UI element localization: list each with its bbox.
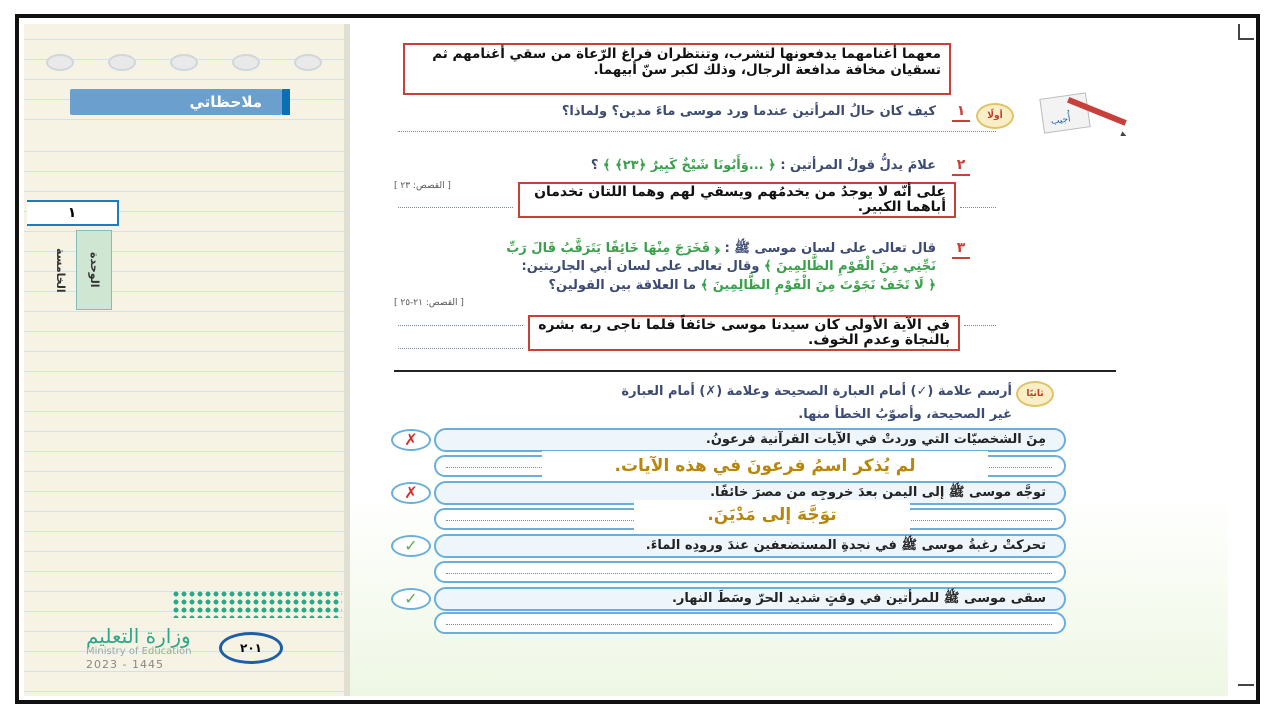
answer-line <box>398 347 523 349</box>
correction-line-3[interactable] <box>434 561 1066 583</box>
binder-hole <box>108 54 136 71</box>
answer-line <box>964 324 996 326</box>
question-3-middle: وقال تعالى على لسان أبي الجاريتين: <box>521 259 760 274</box>
statement-4: سقى موسى ﷺ للمرأتين في وقتٍ شديد الحرّ وسَطَ النهار. <box>434 587 1066 611</box>
question-2-lead: علامَ يدلُّ قولُ المرأتين : <box>780 158 936 173</box>
check-mark-icon[interactable]: ✓ <box>391 588 431 610</box>
correction-1: لم يُذكر اسمُ فرعونَ في هذه الآيات. <box>542 451 988 483</box>
question-3-number: ٣ <box>952 241 970 259</box>
question-3-lead: قال تعالى على لسان موسى ﷺ : <box>724 241 936 256</box>
answer-line <box>398 324 523 326</box>
section-two-instruction-2: غير الصحيحة، وأصوّبُ الخطأ منها. <box>798 407 1012 422</box>
question-1-text: كيف كان حالُ المرأتين عندما ورد موسى ماءَ مدين؟ ولماذا؟ <box>561 104 936 119</box>
question-3-line1 <box>396 240 936 259</box>
answer-line <box>960 206 996 208</box>
crop-mark <box>1238 38 1254 40</box>
question-3-quote-2: ﴿ لَا تَخَفْ نَجَوْتَ مِنَ الْقَوْمِ الظَّالِمِينَ ﴾ <box>700 278 936 293</box>
section-separator <box>394 370 1116 372</box>
svg-text:أُجيب: أُجيب <box>1050 114 1072 127</box>
section-two-instruction-1: أرسم علامة (✓) أمام العبارة الصحيحة وعلامة (✗) أمام العبارة <box>621 384 1012 399</box>
ministry-dots-icon <box>172 590 342 618</box>
page-number: ٢٠١ <box>219 632 283 664</box>
ministry-logo <box>86 590 346 680</box>
question-3-quote-1: ﴿ فَخَرَجَ مِنْهَا خَائِفًا يَتَرَقَّبُ قَالَ رَبِّ <box>506 241 721 256</box>
check-mark-icon[interactable]: ✓ <box>391 535 431 557</box>
crop-mark <box>1238 24 1240 40</box>
mark-wrong-icon[interactable]: ✗ <box>391 482 431 504</box>
question-3-answer: في الآية الأولى كان سيدنا موسى خائفاً فلما ناجى ربه بشره بالنجاة وعدم الخوف. <box>528 315 960 351</box>
mark-wrong-icon[interactable]: ✗ <box>391 429 431 451</box>
crop-mark <box>1238 684 1254 686</box>
ministry-year: 2023 - 1445 <box>86 658 164 671</box>
section-two-badge: ثانيًا <box>1016 381 1054 407</box>
binder-hole <box>46 54 74 71</box>
statement-2: توجَّه موسى ﷺ إلى اليمن بعدَ خروجِه من مصرَ خائفًا. <box>434 481 1066 505</box>
question-2-answer: على أنّه لا يوجدُ من يخدمُهم ويسقي لهم وهما اللتان تخدمان أباهما الكبير. <box>518 182 956 218</box>
question-2-text <box>396 158 936 173</box>
answer-line <box>398 206 513 208</box>
question-2-tail: ؟ <box>590 158 599 173</box>
top-answer-box: معهما أغنامهما يدفعونها لتشرب، وتنتظران فراغ الرّعاة من سقي أغنامهم ثم تسقيان مخافة مدافعة الرجال، وذلك لكبر سنّ أبيهما. <box>403 43 951 95</box>
question-2-reference: [ القصص: ٢٣ ] <box>394 181 451 191</box>
question-3-quote-1-end: نَجِّنِي مِنَ الْقَوْمِ الظَّالِمِينَ ﴾ <box>763 259 936 274</box>
question-2-quote: ﴿ ...وَأَبُونَا شَيْخٌ كَبِيرٌ ﴿٢٣﴾ ﴾ <box>602 158 776 173</box>
question-3-question: ما العلاقة بين القولين؟ <box>548 278 697 293</box>
binder-hole <box>170 54 198 71</box>
correction-line-4[interactable] <box>434 612 1066 634</box>
answer-line <box>398 130 996 132</box>
pencil-icon <box>1036 90 1136 136</box>
statement-3: تحركتْ رغبةُ موسى ﷺ في نجدةِ المستضعفين عندَ ورودِه الماءَ. <box>434 534 1066 558</box>
ministry-name-ar: وزارة التعليم <box>86 624 191 648</box>
notes-title: ملاحظاتي <box>70 89 282 115</box>
binder-hole <box>232 54 260 71</box>
question-2-number: ٢ <box>952 158 970 176</box>
question-1-number: ١ <box>952 104 970 122</box>
correction-2: توَجَّهَ إلى مَدْيَنَ. <box>634 500 910 534</box>
ministry-name-en: Ministry of Education <box>86 646 192 657</box>
question-3-line3 <box>396 278 936 293</box>
binder-holes <box>46 54 322 71</box>
binder-hole <box>294 54 322 71</box>
unit-number: ١ <box>27 200 119 226</box>
statement-1: مِنَ الشخصيّات التي وردتْ في الآيات القرآنية فرعونُ. <box>434 428 1066 452</box>
unit-vertical-label: الوحدة الخامسة <box>76 230 112 310</box>
question-3-reference: [ القصص: ٢١-٢٥ ] <box>394 298 464 308</box>
question-3-line2 <box>396 259 936 274</box>
section-one-badge: أولًا <box>976 103 1014 129</box>
